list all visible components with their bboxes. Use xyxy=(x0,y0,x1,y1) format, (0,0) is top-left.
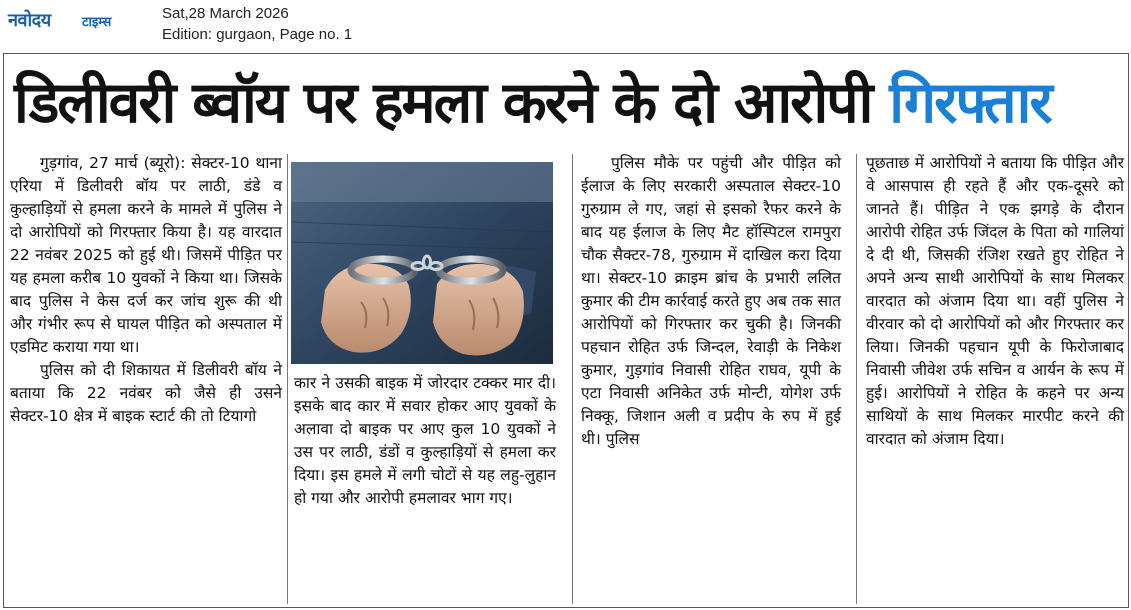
column-divider xyxy=(287,154,288,604)
article-column-2 xyxy=(294,372,556,607)
handcuffs-image-icon xyxy=(291,162,553,364)
article-headline xyxy=(14,58,1120,148)
edition-date: Sat,28 March 2026 xyxy=(162,5,289,22)
column-2-paragraph-1: कार ने उसकी बाइक में जोरदार टक्कर मार दी। इसके बाद कार में सवार होकर आए युवकों के अलावा दो बाइक पर आए कुल 10 युवकों ने उस पर लाठी, डंडों व कुल्हाड़ियों से हमला कर दिया। इस हमले में लगी चोटों से यह लहु-लुहान हो गया और आरोपी हमलावर भाग गए। xyxy=(294,374,556,507)
logo-sub-text: टाइम्स xyxy=(82,15,112,30)
column-divider xyxy=(856,154,857,604)
article-column-4 xyxy=(866,152,1124,607)
headline-main: डिलीवरी ब्वॉय पर हमला करने के दो आरोपी xyxy=(14,70,872,136)
column-4-paragraph-1: पूछताछ में आरोपियों ने बताया कि पीड़ित और वे आसपास ही रहते हैं और एक-दूसरे को जानते हैं। पीड़ित ने एक झगड़े के दौरान आरोपी रोहित उर्फ जिंदल के पिता को गालियां दे दी थी, जिसकी रंजिश रखते हुए रोहित ने अपने अन्य साथी आरोपियों के साथ मिलकर वारदात को अंजाम दिया था। वहीं पुलिस ने वीरवार को दो आरोपियों को और गिरफ्तार कर लिया। जिनकी पहचान यूपी के फिरोजाबाद निवासी जीवेश उर्फ सचिन व आर्यन के रूप में हुई। आरोपियों ने रोहित के कहने पर अन्य साथियों के साथ मिलकर मारपीट करने की वारदात को अंजाम दिया। xyxy=(866,154,1124,448)
column-divider xyxy=(572,154,573,604)
headline-highlight: गिरफ्तार xyxy=(889,70,1051,136)
masthead xyxy=(0,0,1131,52)
navodaya-times-logo[interactable] xyxy=(8,4,138,38)
edition-info xyxy=(162,3,352,45)
article-column-1 xyxy=(10,152,282,607)
article-clipping xyxy=(3,53,1129,608)
column-3-paragraph-1: पुलिस मौके पर पहुंची और पीड़ित को ईलाज के लिए सरकारी अस्पताल सेक्टर-10 गुरुग्राम ले गए, जहां से इसको रैफर करने के बाद यह ईलाज के लिए मैट हॉस्पिटल रामपुरा चौक सैक्टर-78, गुरुग्राम में दाखिल करा दिया था। सेक्टर-10 क्राइम ब्रांच के प्रभारी ललित कुमार की टीम कार्रवाई करते हुए अब तक सात आरोपियों को गिरफ्तार कर चुकी है। जिनकी पहचान रोहित उर्फ जिन्दल, रेवाड़ी के निकेश कुमार, गुड़गांव निवासी रोहित राघव, यूपी के एटा निवासी अनिकेत उर्फ मोन्टी, योगेश उर्फ निक्कू, जिशान अली व प्रदीप के रुप में हुई थी। पुलिस xyxy=(581,154,841,448)
column-1-paragraph-2: पुलिस को दी शिकायत में डिलीवरी बॉय ने बताया कि 22 नवंबर को जैसे ही उसने सेक्टर-10 क्षेत्र में बाइक स्टार्ट की तो टियागो xyxy=(10,361,282,425)
handcuffs-photo xyxy=(291,162,553,364)
logo-main-text: नवोदय xyxy=(8,10,51,31)
column-1-paragraph-1: गुड़गांव, 27 मार्च (ब्यूरो): सेक्टर-10 थाना एरिया में डिलीवरी बॉय पर लाठी, डंडे व कुल्हाड़ियों से हमला करने के मामले में पुलिस ने दो आरोपियों को गिरफ्तार किया है। यह वारदात 22 नवंबर 2025 को हुई थी। जिसमें पीड़ित पर यह हमला करीब 10 युवकों ने किया था। जिसके बाद पुलिस ने केस दर्ज कर जांच शुरू की थी और गंभीर रूप से घायल पीड़ित को अस्पताल में एडमिट कराया गया था। xyxy=(10,154,282,356)
edition-page: Edition: gurgaon, Page no. 1 xyxy=(162,26,353,43)
article-column-3 xyxy=(581,152,841,607)
